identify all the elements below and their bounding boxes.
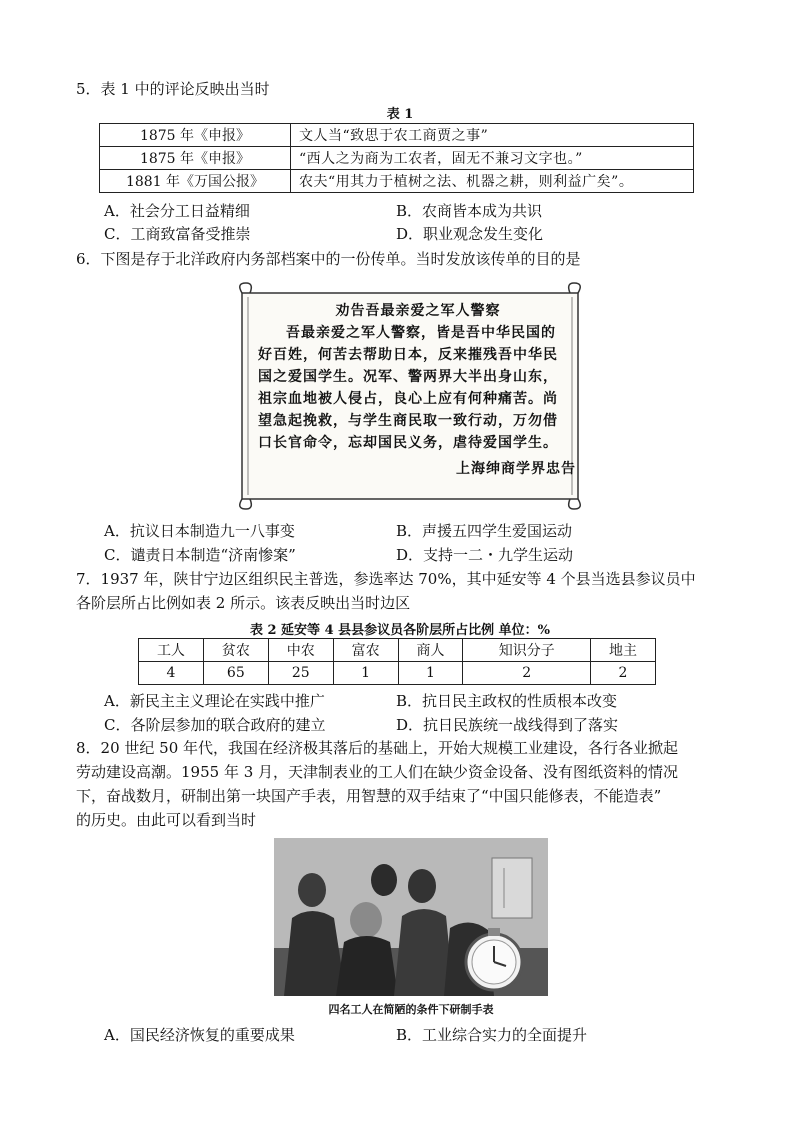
leaflet-line: 国之爱国学生。况军、警两界大半出身山东，: [258, 369, 558, 385]
q7-option-c: C．各阶层参加的联合政府的建立: [104, 716, 326, 734]
table-row: [100, 170, 694, 193]
table2-value: 65: [203, 662, 268, 685]
table2-header: 知识分子: [463, 639, 591, 662]
leaflet-title: 劝告吾最亲爱之军人警察: [335, 303, 501, 319]
leaflet-signature: 上海绅商学界忠告: [456, 461, 576, 477]
q6-option-d: D．支持一二・九学生运动: [396, 546, 574, 564]
q8-option-b: B．工业综合实力的全面提升: [396, 1026, 588, 1044]
q8-stem-line: 劳动建设高潮。1955 年 3 月，天津制表业的工人们在缺少资金设备、没有图纸资料的情况: [76, 763, 679, 781]
q6-stem: 6．下图是存于北洋政府内务部档案中的一份传单。当时发放该传单的目的是: [76, 250, 581, 268]
table1-source: 1875 年《申报》: [100, 147, 291, 170]
q8-option-a: A．国民经济恢复的重要成果: [104, 1026, 295, 1044]
q5-option-b: B．农商皆本成为共识: [396, 202, 543, 220]
table-1: [99, 123, 694, 193]
table-2: [138, 638, 656, 685]
q5-option-c: C．工商致富备受推崇: [104, 225, 251, 243]
table-row: [139, 662, 656, 685]
photo-caption: 四名工人在简陋的条件下研制手表: [328, 1003, 494, 1016]
q8-stem-line: 下，奋战数月，研制出第一块国产手表，用智慧的双手结束了“中国只能修表，不能造表”: [76, 787, 662, 805]
table1-source: 1881 年《万国公报》: [100, 170, 291, 193]
workers-watch-photo: [274, 838, 548, 996]
table1-source: 1875 年《申报》: [100, 124, 291, 147]
table2-value: 1: [398, 662, 463, 685]
table1-text: 文人当“致思于农工商贾之事”: [291, 124, 694, 147]
table2-value: 4: [139, 662, 204, 685]
q6-option-c: C．谴责日本制造“济南惨案”: [104, 546, 296, 564]
table2-header: 地主: [591, 639, 656, 662]
leaflet-line: 望急起挽救，与学生商民取一致行动，万勿借: [258, 413, 558, 429]
q7-option-b: B．抗日民主政权的性质根本改变: [396, 692, 618, 710]
table2-header: 富农: [333, 639, 398, 662]
table2-header: 商人: [398, 639, 463, 662]
table2-value: 2: [591, 662, 656, 685]
table2-value: 2: [463, 662, 591, 685]
table2-header: 中农: [268, 639, 333, 662]
table2-header: 工人: [139, 639, 204, 662]
q6-option-b: B．声援五四学生爱国运动: [396, 522, 573, 540]
q5-option-d: D．职业观念发生变化: [396, 225, 544, 243]
q7-option-d: D．抗日民族统一战线得到了落实: [396, 716, 619, 734]
q8-stem-line: 8．20 世纪 50 年代，我国在经济极其落后的基础上，开始大规模工业建设，各行各业掀起: [76, 739, 679, 757]
leaflet-line: 祖宗血地被人侵占，良心上应有何种痛苦。尚: [258, 391, 558, 407]
table-row: [139, 639, 656, 662]
q7-stem-line2: 各阶层所占比例如表 2 所示。该表反映出当时边区: [76, 594, 411, 612]
leaflet-line: 吾最亲爱之军人警察，皆是吾中华民国的: [286, 325, 556, 341]
q6-option-a: A．抗议日本制造九一八事变: [104, 522, 295, 540]
table1-text: 农夫“用其力于植树之法、机器之耕，则利益广矣”。: [291, 170, 694, 193]
table1-text: “西人之为商为工农者，固无不兼习文字也。”: [291, 147, 694, 170]
table2-value: 1: [333, 662, 398, 685]
table2-caption: 表 2 延安等 4 县县参议员各阶层所占比例 单位：%: [249, 623, 551, 638]
q7-stem-line1: 7．1937 年，陕甘宁边区组织民主普选，参选率达 70%，其中延安等 4 个县当选县参议员中: [76, 570, 696, 588]
table-row: [100, 124, 694, 147]
q5-option-a: A．社会分工日益精细: [104, 202, 250, 220]
table2-header: 贫农: [203, 639, 268, 662]
table-row: [100, 147, 694, 170]
leaflet-line: 口长官命令，忘却国民义务，虐待爱国学生。: [258, 435, 558, 451]
q7-option-a: A．新民主主义理论在实践中推广: [104, 692, 325, 710]
photo-illustration: [274, 838, 548, 996]
q5-stem: 5．表 1 中的评论反映出当时: [76, 80, 270, 98]
leaflet-line: 好百姓，何苦去帮助日本，反来摧残吾中华民: [258, 347, 558, 363]
table1-caption: 表 1: [386, 107, 414, 122]
table2-value: 25: [268, 662, 333, 685]
q8-stem-line: 的历史。由此可以看到当时: [76, 811, 257, 829]
